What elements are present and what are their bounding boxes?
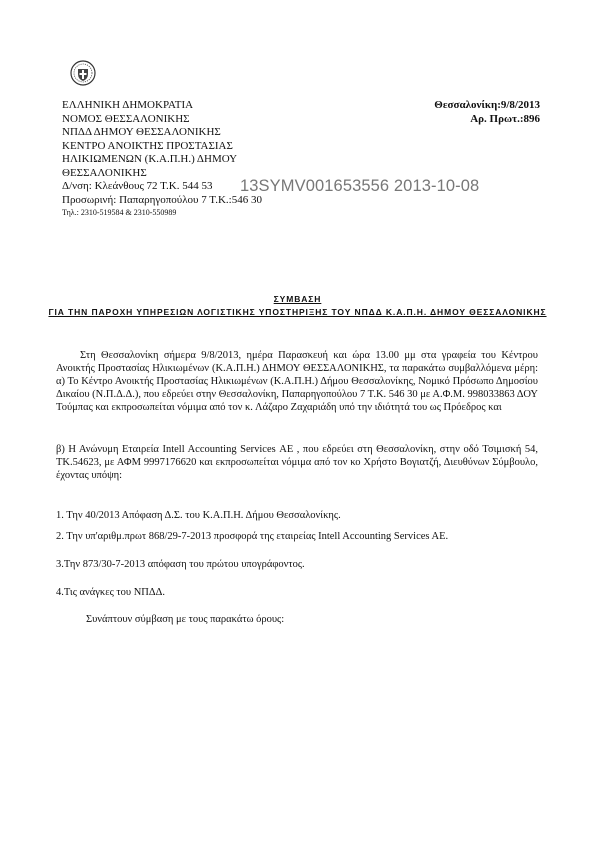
considerations-item: 2. Την υπ'αριθμ.πρωτ 868/29-7-2013 προσφορά της εταιρείας Intell Accounting Services AE.: [56, 531, 449, 542]
title-subject: ΓΙΑ ΤΗΝ ΠΑΡΟΧΗ ΥΠΗΡΕΣΙΩΝ ΛΟΓΙΣΤΙΚΗΣ ΥΠΟΣΤΗΡΙΞΗΣ ΤΟΥ ΝΠΔΔ Κ.Α.Π.Η. ΔΗΜΟΥ ΘΕΣΣΑΛΟΝΙΚΗΣ: [48, 307, 547, 317]
party-b-paragraph: β) Η Ανώνυμη Εταιρεία Intell Accounting Services ΑΕ , που εδρεύει στη Θεσσαλονίκη, στην οδό Τσιμισκή 54, ΤΚ.54623, με ΑΦΜ 9997176620 και εκπροσωπείται νόμιμα από τον κο Χρήστο Βογιατζή, Διευθύνων Σύμβουλο, έχοντας υπόψη:: [56, 444, 538, 481]
issuer-line: ΕΛΛΗΝΙΚΗ ΔΗΜΟΚΡΑΤΙΑ: [62, 99, 194, 111]
issuer-line: ΚΕΝΤΡΟ ΑΝΟΙΚΤΗΣ ΠΡΟΣΤΑΣΙΑΣ: [62, 139, 233, 152]
closing-line: Συνάπτουν σύμβαση με τους παρακάτω όρους:: [86, 614, 285, 625]
issuer-block: [62, 99, 302, 219]
phone-line: Τηλ.: 2310-519584 & 2310-550989: [62, 208, 177, 217]
document-date: Θεσσαλονίκη:9/8/2013: [434, 99, 540, 111]
diavgeia-stamp: 13SYMV001653556 2013-10-08: [240, 177, 480, 195]
considerations-item: 1. Την 40/2013 Απόφαση Δ.Σ. του Κ.Α.Π.Η. Δήμου Θεσσαλονίκης.: [56, 510, 341, 521]
protocol-number: Αρ. Πρωτ.:896: [470, 112, 540, 125]
title-heading: ΣΥΜΒΑΣΗ: [273, 294, 322, 304]
greek-state-emblem-icon: [70, 60, 96, 86]
considerations-item: 3.Την 873/30-7-2013 απόφαση του πρώτου υπογράφοντος.: [56, 559, 305, 570]
issuer-line: ΘΕΣΣΑΛΟΝΙΚΗΣ: [62, 166, 147, 179]
document-title: [0, 293, 595, 319]
address-line: Δ/νση: Κλεάνθους 72 Τ.Κ. 544 53: [62, 180, 213, 192]
issuer-line: ΝΟΜΟΣ ΘΕΣΣΑΛΟΝΙΚΗΣ: [62, 112, 190, 125]
date-protocol-block: [380, 99, 540, 126]
intro-paragraph: Στη Θεσσαλονίκη σήμερα 9/8/2013, ημέρα Παρασκευή και ώρα 13.00 μμ στα γραφεία του Κέντρου Ανοικτής Προστασίας Ηλικιωμένων (Κ.Α.Π.Η.) ΔΗΜΟΥ ΘΕΣΣΑΛΟΝΙΚΗΣ, τα παρακάτω συμβαλλόμενα μέρη: α) Το Κέντρο Ανοικτής Προστασίας Ηλικιωμένων (Κ.Α.Π.Η.) Δήμου Θεσσαλονίκης, Νομικό Πρόσωπο Δημοσίου Δικαίου (Ν.Π.Δ.Δ.), που εδρεύει στην Θεσσαλονίκη, Παπαρηγοπούλου 7 Τ.Κ. 546 30 με Α.Φ.Μ. 998033863 ΔΟΥ Τούμπας και εκπροσωπείται νόμιμα από τον κ. Λάζαρο Ζαχαριάδη υπό την ιδιότητά του ως Πρόεδρος και: [56, 350, 538, 413]
temporary-address-line: Προσωρινή: Παπαρηγοπούλου 7 Τ.Κ.:546 30: [62, 193, 262, 206]
issuer-line: ΝΠΔΔ ΔΗΜΟΥ ΘΕΣΣΑΛΟΝΙΚΗΣ: [62, 126, 221, 138]
considerations-item: 4.Τις ανάγκες του ΝΠΔΔ.: [56, 587, 165, 598]
issuer-line: ΗΛΙΚΙΩΜΕΝΩΝ (Κ.Α.Π.Η.) ΔΗΜΟΥ: [62, 153, 238, 165]
